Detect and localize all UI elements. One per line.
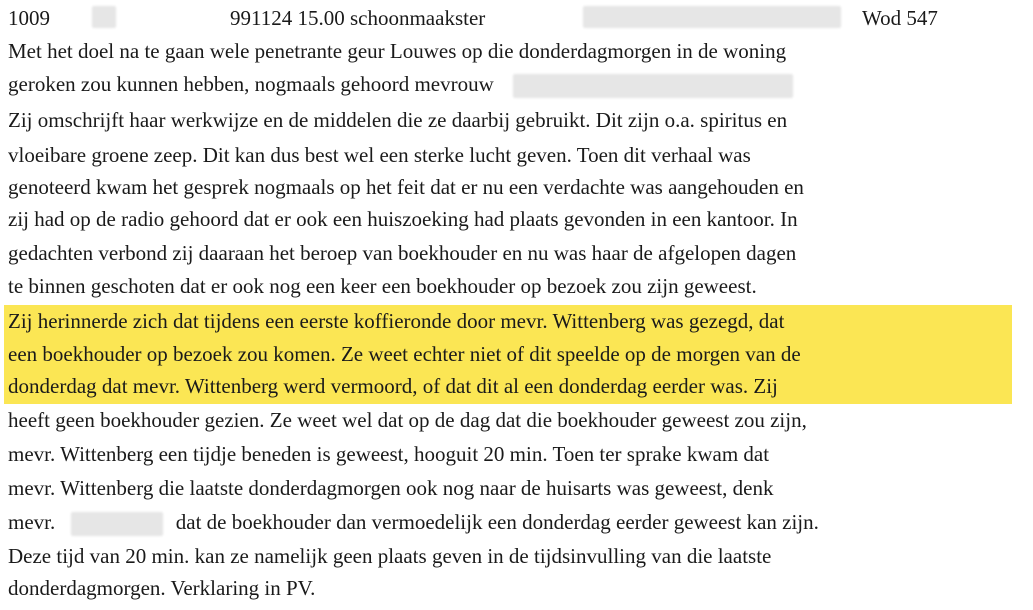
text-segment: dat de boekhouder dan vermoedelijk een donderdag eerder geweest kan zijn. (175, 510, 819, 534)
text-line: zij had op de radio gehoord dat er ook een huiszoeking had plaats gevonden in een kantoor. In (8, 207, 798, 231)
highlighted-line: een boekhouder op bezoek zou komen. Ze weet echter niet of dit speelde op de morgen van de (8, 342, 801, 366)
text-line: Met het doel na te gaan wele penetrante geur Louwes op die donderdagmorgen in de woning (8, 39, 787, 63)
text-line: heeft geen boekhouder gezien. Ze weet wel dat op de dag dat die boekhouder geweest zou zijn, (8, 408, 807, 432)
text-line: mevr. Wittenberg die laatste donderdagmorgen ook nog naar de huisarts was geweest, denk (8, 476, 774, 500)
redaction-block (513, 74, 793, 98)
text-line (8, 505, 819, 539)
text-segment: mevr. (8, 510, 56, 534)
text-line: donderdagmorgen. Verklaring in PV. (8, 576, 316, 600)
text-segment: geroken zou kunnen hebben, nogmaals gehoord mevrouw (8, 72, 494, 96)
text-line: gedachten verbond zij daaraan het beroep van boekhouder en nu was haar de afgelopen dagen (8, 241, 797, 265)
text-line: te binnen geschoten dat er ook nog een keer een boekhouder op bezoek zou zijn geweest. (8, 274, 757, 298)
text-line: Zij omschrijft haar werkwijze en de middelen die ze daarbij gebruikt. Dit zijn o.a. spiritus en (8, 108, 788, 132)
redaction-block (583, 6, 841, 28)
highlighted-line: Zij herinnerde zich dat tijdens een eerste koffieronde door mevr. Wittenberg was gezegd, dat (8, 309, 785, 333)
text-line: genoteerd kwam het gesprek nogmaals op het feit dat er nu een verdachte was aangehouden en (8, 175, 804, 199)
text-line: vloeibare groene zeep. Dit kan dus best wel een sterke lucht geven. Toen dit verhaal was (8, 143, 751, 167)
header-timestamp: 991124 15.00 schoonmaakster (230, 6, 486, 30)
highlighted-line: donderdag dat mevr. Wittenberg werd vermoord, of dat dit al een donderdag eerder was. Zij (8, 374, 778, 398)
redaction-block (92, 6, 116, 28)
document-header (0, 0, 1033, 34)
header-ref: Wod 547 (862, 6, 938, 30)
text-line (8, 67, 793, 101)
text-line: Deze tijd van 20 min. kan ze namelijk geen plaats geven in de tijdsinvulling van die laatste (8, 544, 772, 568)
doc-number: 1009 (8, 6, 50, 30)
redaction-block (71, 512, 163, 536)
text-line: mevr. Wittenberg een tijdje beneden is geweest, hooguit 20 min. Toen ter sprake kwam dat (8, 442, 770, 466)
